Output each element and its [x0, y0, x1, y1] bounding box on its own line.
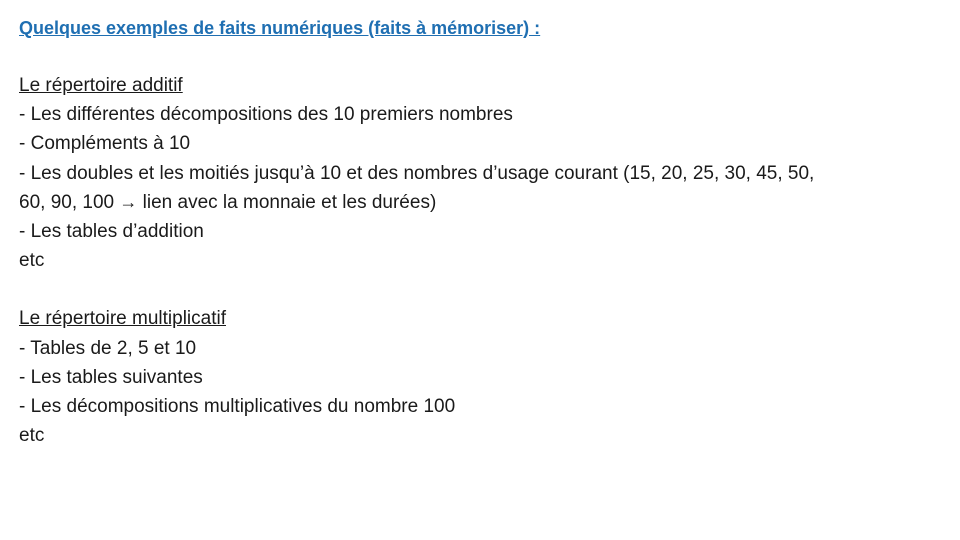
list-item: - Les différentes décompositions des 10 premiers nombres [19, 104, 513, 126]
section-multiplicatif [19, 304, 944, 450]
list-item-text: 60, 90, 100 [19, 191, 115, 213]
list-item: - Les tables d’addition [19, 221, 204, 243]
list-item: - Les décompositions multiplicatives du nombre 100 [19, 396, 456, 418]
list-item-continuation [19, 188, 944, 217]
list-item: - Compléments à 10 [19, 133, 191, 155]
list-item: etc [19, 425, 45, 447]
list-item: - Les tables suivantes [19, 366, 203, 388]
list-item-text: lien avec la monnaie et les durées) [142, 191, 437, 213]
list-item: etc [19, 250, 45, 272]
list-item: - Les doubles et les moitiés jusqu’à 10 et des nombres d’usage courant (15, 20, 25, 30, 45, 50, [19, 162, 815, 184]
arrow-right-icon: → [119, 191, 138, 212]
list-item: - Tables de 2, 5 et 10 [19, 337, 197, 359]
section-additif [19, 71, 944, 275]
section-heading-multiplicatif: Le répertoire multiplicatif [19, 308, 226, 330]
section-heading-additif: Le répertoire additif [19, 75, 183, 96]
slide [19, 14, 944, 450]
page-title: Quelques exemples de faits numériques (faits à mémoriser) : [19, 18, 541, 38]
